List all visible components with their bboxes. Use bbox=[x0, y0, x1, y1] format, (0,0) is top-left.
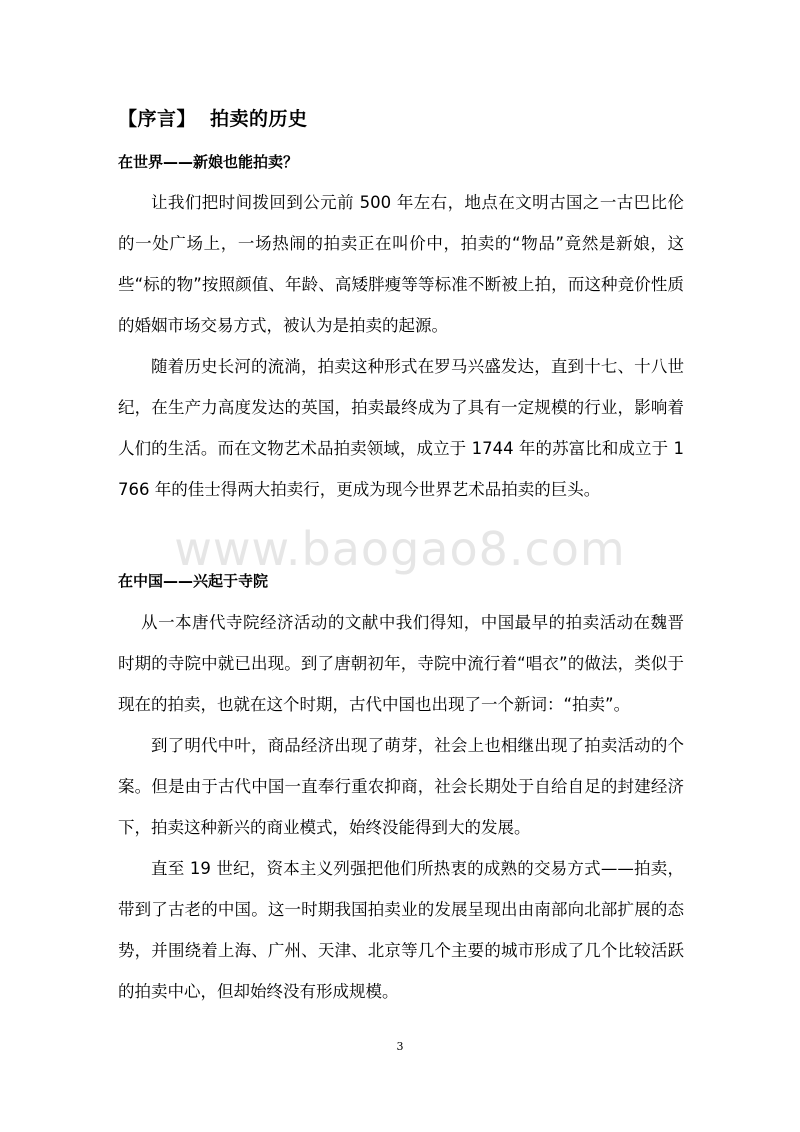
section-body-world bbox=[118, 182, 684, 510]
paragraph-rome-england: 随着历史长河的流淌，拍卖这种形式在罗马兴盛发达，直到十七、十八世纪，在生产力高度发达的英国，拍卖最终成为了具有一定规模的行业，影响着人们的生活。而在文物艺术品拍卖领域，成立于 1744 年的苏富比和成立于 1766 年的佳士得两大拍卖行，更成为现今世界艺术品拍卖的巨头。 bbox=[118, 357, 684, 499]
paragraph-19th-century: 直至 19 世纪，资本主义列强把他们所热衷的成熟的交易方式——拍卖，带到了古老的中国。这一时期我国拍卖业的发展呈现出由南部向北部扩展的态势，并围绕着上海、广州、天津、北京等几个主要的城市形成了几个比较活跃的拍卖中心，但却始终没有形成规模。 bbox=[118, 859, 684, 1001]
watermark-text: www.baogao8.com bbox=[174, 522, 626, 576]
document-title bbox=[118, 104, 308, 131]
paragraph-tang-temples: 从一本唐代寺院经济活动的文献中我们得知，中国最早的拍卖活动在魏晋时期的寺院中就已出现。到了唐朝初年，寺院中流行着“唱衣”的做法，类似于现在的拍卖，也就在这个时期，古代中国也出现了一个新词：“拍卖”。 bbox=[118, 613, 684, 714]
section-heading-world: 在世界——新娘也能拍卖？ bbox=[118, 153, 299, 171]
paragraph-babylon: 让我们把时间拨回到公元前 500 年左右，地点在文明古国之一古巴比伦的一处广场上，一场热闹的拍卖正在叫价中，拍卖的“物品”竟然是新娘，这些“标的物”按照颜值、年龄、高矮胖瘦等等标准不断被上拍，而这种竞价性质的婚姻市场交易方式，被认为是拍卖的起源。 bbox=[118, 193, 684, 335]
paragraph-ming-dynasty: 到了明代中叶，商品经济出现了萌芽，社会上也相继出现了拍卖活动的个案。但是由于古代中国一直奉行重农抑商，社会长期处于自给自足的封建经济下，拍卖这种新兴的商业模式，始终没能得到大的发展。 bbox=[118, 736, 684, 837]
title-bracket: 【序言】 bbox=[118, 108, 197, 130]
section-heading-china: 在中国——兴起于寺院 bbox=[118, 572, 269, 590]
page-number: 3 bbox=[396, 1040, 404, 1053]
title-text: 拍卖的历史 bbox=[210, 108, 308, 130]
section-body-china bbox=[118, 602, 684, 1012]
